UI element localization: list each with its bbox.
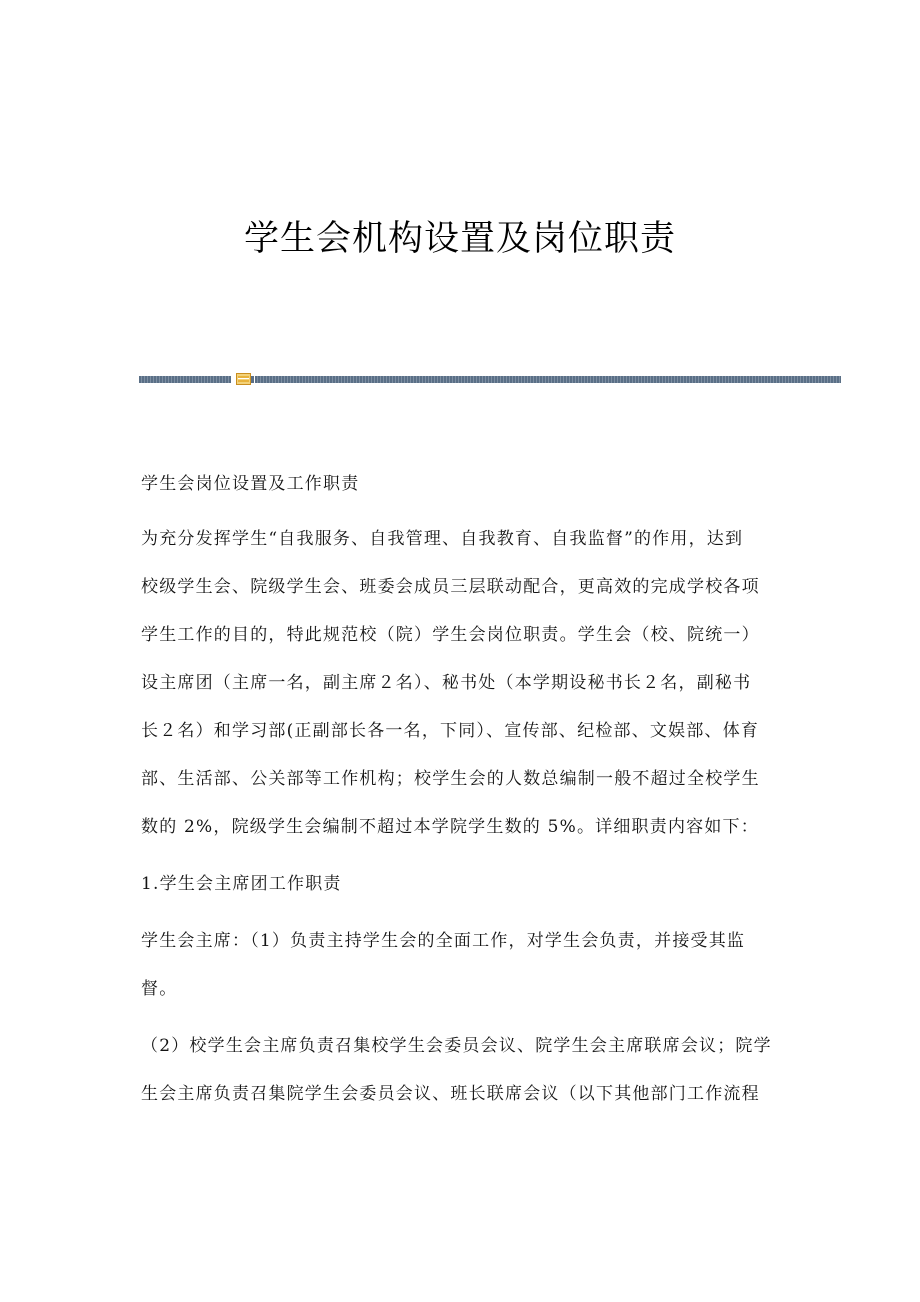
body-line: 长２名）和学习部(正副部长各一名，下同）、宣传部、纪检部、文娱部、体育 [141,721,760,741]
subsection-heading: 1.学生会主席团工作职责 [141,874,342,894]
body-line: 学生工作的目的，特此规范校（院）学生会岗位职责。学生会（校、院统一） [141,625,760,645]
body-line: 数的 2%，院级学生会编制不超过本学院学生数的 5%。详细职责内容如下： [141,817,759,837]
body-line: 部、生活部、公关部等工作机构；校学生会的人数总编制一般不超过全校学生 [141,769,760,789]
divider-bar-right [255,376,841,383]
document-title: 学生会机构设置及岗位职责 [243,219,676,259]
divider-bar-left [139,376,231,383]
body-line: 生会主席负责召集院学生会委员会议、班长联席会议（以下其他部门工作流程 [141,1084,760,1104]
body-line: 督。 [141,979,178,999]
divider-ornament-icon [236,373,251,385]
body-line: 校级学生会、院级学生会、班委会成员三层联动配合，更高效的完成学校各项 [141,577,760,597]
divider-bar-stub [251,376,254,383]
body-line: 为充分发挥学生“自我服务、自我管理、自我教育、自我监督”的作用，达到 [141,529,744,549]
body-line: （2）校学生会主席负责召集校学生会委员会议、院学生会主席联席会议；院学 [141,1036,772,1056]
body-line: 设主席团（主席一名，副主席２名）、秘书处（本学期设秘书长２名，副秘书 [141,673,752,693]
body-line: 学生会主席：（1）负责主持学生会的全面工作，对学生会负责，并接受其监 [141,931,746,951]
section-heading: 学生会岗位设置及工作职责 [141,474,360,494]
title-divider [139,373,841,385]
